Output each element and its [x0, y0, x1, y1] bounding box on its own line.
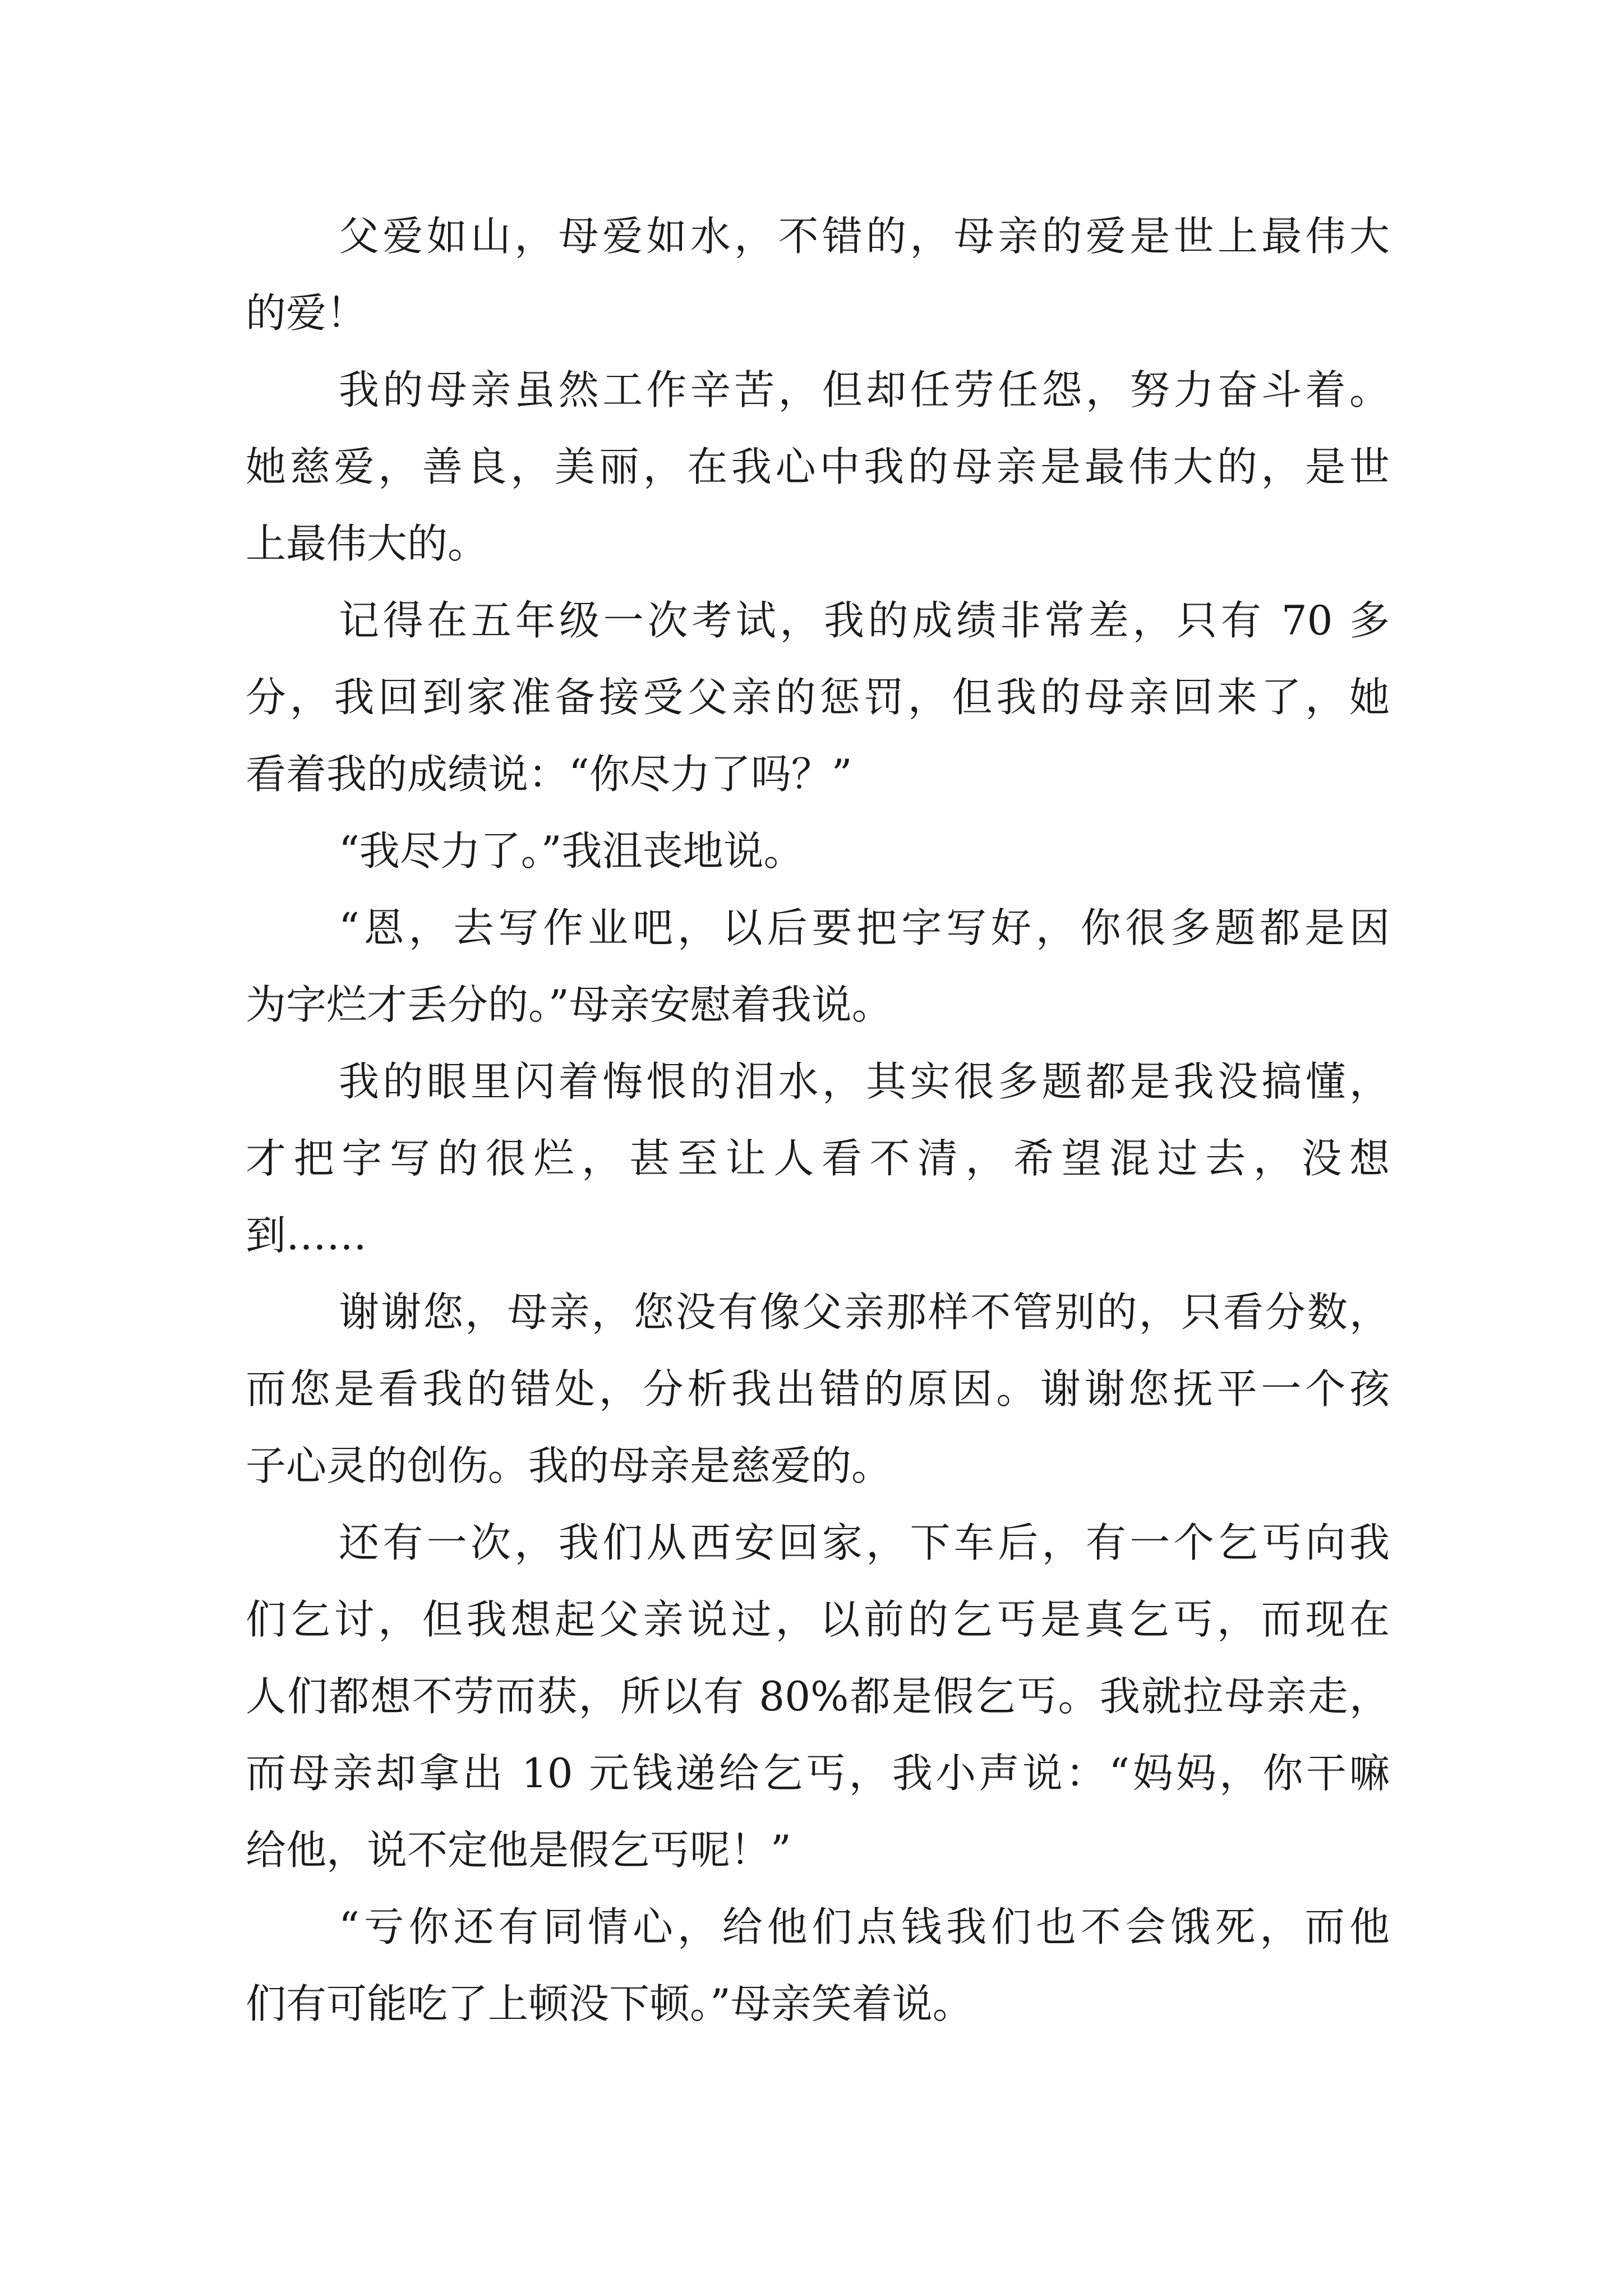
paragraph: [246, 1274, 1390, 1504]
paragraph-line: 上最伟大的。: [246, 520, 488, 567]
paragraph-line: 到……: [246, 1212, 367, 1259]
paragraph-line: 的爱！: [246, 289, 367, 337]
paragraph-line: 还有一次，我们从西安回家，下车后，有一个乞丐向我: [339, 1519, 1390, 1566]
paragraph: [246, 1043, 1390, 1274]
paragraph: [246, 890, 1390, 1043]
paragraph-line: 看着我的成绩说：“你尽力了吗？”: [246, 751, 852, 798]
paragraph-line: 记得在五年级一次考试，我的成绩非常差，只有 70 多: [339, 597, 1390, 644]
paragraph-line: 才把字写的很烂，甚至让人看不清，希望混过去，没想: [246, 1135, 1390, 1182]
paragraph-line: 为字烂才丢分的。”母亲安慰着我说。: [246, 981, 892, 1028]
paragraph: [246, 582, 1390, 813]
paragraph-line: 我的眼里闪着悔恨的泪水，其实很多题都是我没搞懂，: [339, 1058, 1390, 1105]
paragraph-line: 我的母亲虽然工作辛苦，但却任劳任怨，努力奋斗着。: [339, 366, 1390, 413]
paragraph: [246, 813, 1390, 890]
paragraph-line: 分，我回到家准备接受父亲的惩罚，但我的母亲回来了，她: [246, 674, 1390, 721]
paragraph-line: “恩，去写作业吧，以后要把字写好，你很多题都是因: [339, 904, 1390, 951]
paragraph-line: “亏你还有同情心，给他们点钱我们也不会饿死，而他: [339, 1903, 1390, 1950]
paragraph-line: 而您是看我的错处，分析我出错的原因。谢谢您抚平一个孩: [246, 1365, 1390, 1412]
paragraph-line: 子心灵的创伤。我的母亲是慈爱的。: [246, 1442, 892, 1489]
paragraph-line: 而母亲却拿出 10 元钱递给乞丐，我小声说：“妈妈，你干嘛: [246, 1750, 1390, 1797]
paragraph: [246, 1504, 1390, 1889]
essay-body: [246, 198, 1390, 2042]
paragraph-line: 人们都想不劳而获，所以有 80%都是假乞丐。我就拉母亲走，: [246, 1673, 1390, 1720]
paragraph-line: 父爱如山，母爱如水，不错的，母亲的爱是世上最伟大: [339, 213, 1390, 260]
paragraph: [246, 1889, 1390, 2042]
paragraph: [246, 352, 1390, 582]
paragraph-line: 们乞讨，但我想起父亲说过，以前的乞丐是真乞丐，而现在: [246, 1596, 1390, 1643]
paragraph-line: 给他，说不定他是假乞丐呢！”: [246, 1826, 791, 1874]
paragraph: [246, 198, 1390, 352]
paragraph-line: “我尽力了。”我沮丧地说。: [339, 827, 804, 875]
paragraph-line: 谢谢您，母亲，您没有像父亲那样不管别的，只看分数，: [339, 1289, 1390, 1336]
paragraph-line: 们有可能吃了上顿没下顿。”母亲笑着说。: [246, 1980, 973, 2027]
paragraph-line: 她慈爱，善良，美丽，在我心中我的母亲是最伟大的，是世: [246, 443, 1390, 490]
